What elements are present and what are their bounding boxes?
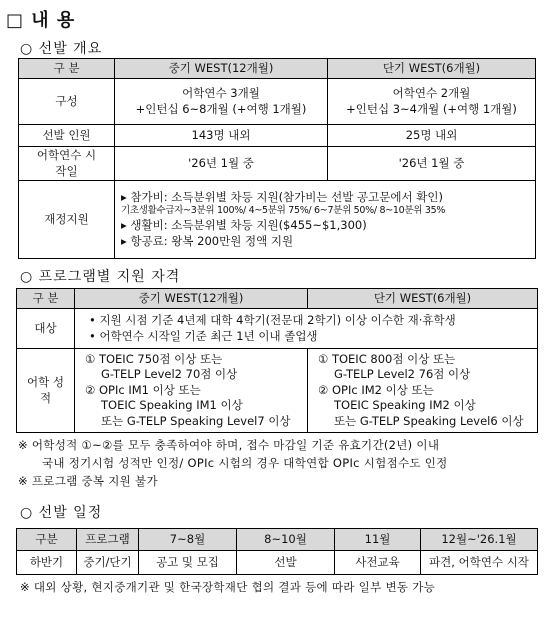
row-label-finance: 재정지원 xyxy=(19,181,115,259)
header-jul-aug: 7~8월 xyxy=(139,529,237,551)
row-label-target: 대상 xyxy=(17,309,75,349)
content-heading: □ 내 용 xyxy=(6,10,76,31)
header-aug-oct: 8~10월 xyxy=(237,529,335,551)
header-category: 구분 xyxy=(17,529,77,551)
start-date-mid: '26년 1월 중 xyxy=(115,147,328,181)
schedule-half: 하반기 xyxy=(17,551,77,575)
section-title-schedule: ○ 선발 일정 xyxy=(20,505,103,521)
row-label-headcount: 선발 인원 xyxy=(19,125,115,147)
language-score-mid: ① TOEIC 750점 이상 또는 G-TELP Level2 70점 이상 ② OPIc IM1 이상 또는 TOEIC Speaking IM1 이상 또는 G-TELP Speaking Level7 이상 xyxy=(75,349,308,433)
start-date-short: '26년 1월 중 xyxy=(328,147,536,181)
header-category: 구 분 xyxy=(17,289,75,309)
composition-mid: 어학연수 3개월 +인턴십 6~8개월 (+여행 1개월) xyxy=(115,79,328,125)
selection-overview-table xyxy=(18,58,536,259)
schedule-announcement: 공고 및 모집 xyxy=(139,551,237,575)
header-category: 구 분 xyxy=(19,59,115,79)
headcount-short: 25명 내외 xyxy=(328,125,536,147)
eligibility-table xyxy=(16,288,538,433)
row-label-composition: 구성 xyxy=(19,79,115,125)
language-score-short: ① TOEIC 800점 이상 또는 G-TELP Level2 76점 이상 ② OPIc IM2 이상 또는 TOEIC Speaking IM2 이상 또는 G-TELP Speaking Level6 이상 xyxy=(308,349,538,433)
header-dec-jan: 12월~'26.1월 xyxy=(421,529,538,551)
header-nov: 11월 xyxy=(335,529,421,551)
header-mid-west: 중기 WEST(12개월) xyxy=(115,59,328,79)
schedule-note: ※ 대외 상황, 현지중개기관 및 한국장학재단 협의 결과 등에 따라 일부 변동 가능 xyxy=(20,580,436,594)
row-label-start-date: 어학연수 시작일 xyxy=(19,147,115,181)
schedule-pre-training: 사전교육 xyxy=(335,551,421,575)
finance-support-details: ▸ 참가비: 소득분위별 차등 지원(참가비는 선발 공고문에서 확인) 기초생활수급자~3분위 100%/ 4~5분위 75%/ 6~7분위 50%/ 8~10분위 35% ▸ 생활비: 소득분위별 차등 지원($455~$1,300) ▸ 항공료: 왕복 200만원 정액 지원 xyxy=(115,181,536,259)
row-label-language-score: 어학 성적 xyxy=(17,349,75,433)
header-mid-west: 중기 WEST(12개월) xyxy=(75,289,308,309)
section-title-selection-overview: ○ 선발 개요 xyxy=(20,41,103,57)
composition-short: 어학연수 2개월 +인턴십 3~4개월 (+여행 1개월) xyxy=(328,79,536,125)
schedule-selection: 선발 xyxy=(237,551,335,575)
headcount-mid: 143명 내외 xyxy=(115,125,328,147)
schedule-table xyxy=(16,528,538,575)
schedule-program: 중기/단기 xyxy=(77,551,139,575)
header-program: 프로그램 xyxy=(77,529,139,551)
eligibility-notes: ※ 어학성적 ①~②를 모두 충족하여야 하며, 접수 마감일 기준 유효기간(2년) 이내 국내 정기시험 성적만 인정/ OPIc 시험의 경우 대학연합 OPIc 시험점수도 인정 ※ 프로그램 중복 지원 불가 xyxy=(18,438,448,488)
section-title-eligibility: ○ 프로그램별 지원 자격 xyxy=(20,269,181,285)
schedule-dispatch: 파견, 어학연수 시작 xyxy=(421,551,538,575)
header-short-west: 단기 WEST(6개월) xyxy=(328,59,536,79)
header-short-west: 단기 WEST(6개월) xyxy=(308,289,538,309)
target-details: • 지원 시점 기준 4년제 대학 4학기(전문대 2학기) 이상 이수한 재·휴학생 • 어학연수 시작일 기준 최근 1년 이내 졸업생 xyxy=(75,309,538,349)
